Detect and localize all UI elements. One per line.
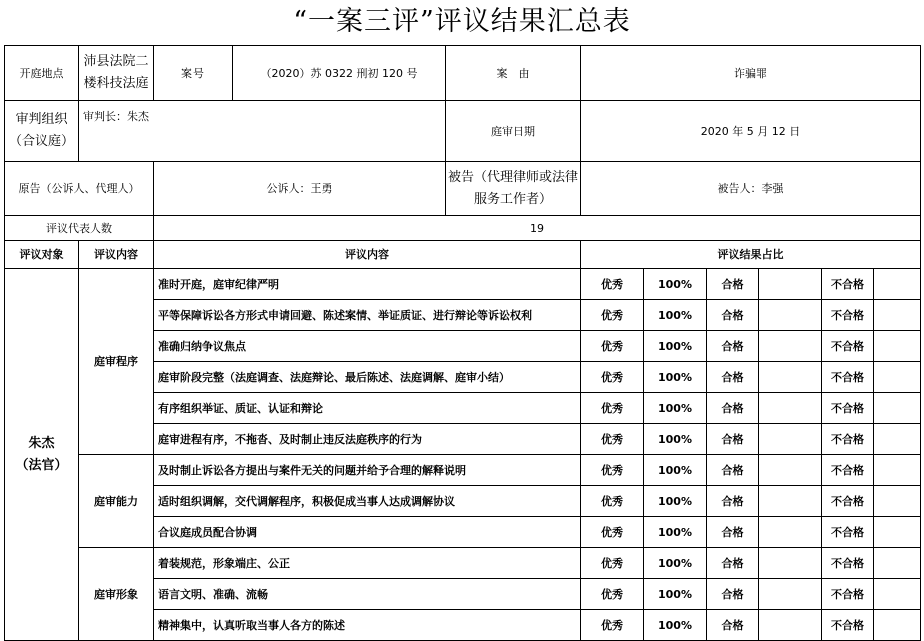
pct-excellent: 100% — [644, 362, 707, 393]
col-result-ratio: 评议结果占比 — [581, 241, 921, 269]
pct-fail — [874, 548, 921, 579]
item-text: 平等保障诉讼各方形式申请回避、陈述案情、举证质证、进行辩论等诉讼权利 — [154, 300, 581, 331]
pct-pass — [759, 269, 822, 300]
pct-excellent: 100% — [644, 486, 707, 517]
panel-label-line2: （合议庭） — [8, 134, 74, 149]
rating-excellent: 优秀 — [581, 517, 644, 548]
col-subject: 评议对象 — [5, 241, 79, 269]
case-no-label: 案号 — [154, 46, 233, 101]
rating-excellent: 优秀 — [581, 486, 644, 517]
hearing-date-value: 2020 年 5 月 12 日 — [581, 101, 921, 162]
pct-excellent: 100% — [644, 424, 707, 455]
venue-label: 开庭地点 — [5, 46, 79, 101]
rating-fail: 不合格 — [822, 269, 874, 300]
case-no-value: （2020）苏 0322 刑初 120 号 — [233, 46, 446, 101]
pct-pass — [759, 610, 822, 641]
rating-excellent: 优秀 — [581, 331, 644, 362]
pct-excellent: 100% — [644, 455, 707, 486]
pct-excellent: 100% — [644, 269, 707, 300]
pct-pass — [759, 331, 822, 362]
rating-excellent: 优秀 — [581, 362, 644, 393]
item-text: 庭审进程有序，不拖沓、及时制止违反法庭秩序的行为 — [154, 424, 581, 455]
col-content-category: 评议内容 — [79, 241, 154, 269]
rating-fail: 不合格 — [822, 548, 874, 579]
defendant-value: 被告人：李强 — [581, 162, 921, 216]
defendant-label — [446, 162, 581, 216]
plaintiff-label: 原告（公诉人、代理人） — [5, 162, 154, 216]
rating-pass: 合格 — [707, 486, 759, 517]
pct-fail — [874, 269, 921, 300]
pct-pass — [759, 486, 822, 517]
pct-fail — [874, 610, 921, 641]
rating-fail: 不合格 — [822, 331, 874, 362]
item-text: 着装规范，形象端庄、公正 — [154, 548, 581, 579]
reviewer-count-label: 评议代表人数 — [5, 216, 154, 241]
rating-fail: 不合格 — [822, 424, 874, 455]
pct-pass — [759, 300, 822, 331]
rating-fail: 不合格 — [822, 362, 874, 393]
pct-fail — [874, 455, 921, 486]
rating-pass: 合格 — [707, 424, 759, 455]
pct-pass — [759, 517, 822, 548]
defendant-label-line1: 被告（代理律师或法律 — [448, 169, 579, 185]
pct-excellent: 100% — [644, 579, 707, 610]
subject-cell — [5, 269, 79, 641]
rating-pass: 合格 — [707, 393, 759, 424]
rating-pass: 合格 — [707, 331, 759, 362]
pct-fail — [874, 424, 921, 455]
rating-pass: 合格 — [707, 517, 759, 548]
rating-fail: 不合格 — [822, 486, 874, 517]
item-text: 适时组织调解，交代调解程序，积极促成当事人达成调解协议 — [154, 486, 581, 517]
rating-pass: 合格 — [707, 548, 759, 579]
pct-fail — [874, 486, 921, 517]
cause-label: 案 由 — [446, 46, 581, 101]
item-text: 庭审阶段完整（法庭调查、法庭辩论、最后陈述、法庭调解、庭审小结） — [154, 362, 581, 393]
rating-fail: 不合格 — [822, 579, 874, 610]
item-text: 合议庭成员配合协调 — [154, 517, 581, 548]
pct-excellent: 100% — [644, 610, 707, 641]
subject-name: 朱杰 — [28, 435, 55, 451]
pct-excellent: 100% — [644, 300, 707, 331]
rating-pass: 合格 — [707, 269, 759, 300]
rating-pass: 合格 — [707, 579, 759, 610]
pct-pass — [759, 424, 822, 455]
venue-value-line1: 沛县法院二 — [83, 54, 149, 69]
panel-label — [5, 101, 79, 162]
pct-fail — [874, 300, 921, 331]
pct-fail — [874, 331, 921, 362]
pct-pass — [759, 548, 822, 579]
pct-excellent: 100% — [644, 331, 707, 362]
cause-value: 诈骗罪 — [581, 46, 921, 101]
header-row-count — [5, 216, 921, 241]
pct-excellent: 100% — [644, 517, 707, 548]
item-text: 准确归纳争议焦点 — [154, 331, 581, 362]
pct-pass — [759, 393, 822, 424]
item-text: 精神集中，认真听取当事人各方的陈述 — [154, 610, 581, 641]
table-row — [5, 548, 921, 579]
venue-value — [79, 46, 154, 101]
column-header-row — [5, 241, 921, 269]
pct-fail — [874, 393, 921, 424]
rating-fail: 不合格 — [822, 300, 874, 331]
category-cell: 庭审能力 — [79, 455, 154, 548]
venue-value-line2: 楼科技法庭 — [83, 76, 149, 91]
rating-excellent: 优秀 — [581, 610, 644, 641]
item-text: 准时开庭，庭审纪律严明 — [154, 269, 581, 300]
rating-fail: 不合格 — [822, 610, 874, 641]
table-row — [5, 269, 921, 300]
panel-value: 审判长：朱杰 — [79, 101, 446, 162]
page-title: “一案三评”评议结果汇总表 — [293, 6, 631, 37]
rating-excellent: 优秀 — [581, 393, 644, 424]
rating-excellent: 优秀 — [581, 300, 644, 331]
pct-excellent: 100% — [644, 548, 707, 579]
rating-pass: 合格 — [707, 610, 759, 641]
header-row-venue — [5, 46, 921, 101]
pct-fail — [874, 579, 921, 610]
defendant-label-line2: 服务工作者） — [473, 191, 552, 207]
plaintiff-value: 公诉人：王勇 — [154, 162, 446, 216]
panel-label-line1: 审判组织 — [15, 112, 68, 127]
subject-role: （法官） — [15, 457, 68, 473]
pct-fail — [874, 517, 921, 548]
pct-pass — [759, 579, 822, 610]
hearing-date-label: 庭审日期 — [446, 101, 581, 162]
item-text: 语言文明、准确、流畅 — [154, 579, 581, 610]
rating-fail: 不合格 — [822, 517, 874, 548]
item-text: 及时制止诉讼各方提出与案件无关的问题并给予合理的解释说明 — [154, 455, 581, 486]
rating-pass: 合格 — [707, 455, 759, 486]
category-cell: 庭审形象 — [79, 548, 154, 641]
pct-pass — [759, 362, 822, 393]
category-cell: 庭审程序 — [79, 269, 154, 455]
rating-excellent: 优秀 — [581, 269, 644, 300]
rating-excellent: 优秀 — [581, 424, 644, 455]
header-row-parties — [5, 162, 921, 216]
reviewer-count-value: 19 — [154, 216, 921, 241]
pct-pass — [759, 455, 822, 486]
header-row-panel — [5, 101, 921, 162]
rating-excellent: 优秀 — [581, 548, 644, 579]
rating-excellent: 优秀 — [581, 579, 644, 610]
table-row — [5, 455, 921, 486]
summary-table — [4, 45, 921, 641]
rating-excellent: 优秀 — [581, 455, 644, 486]
rating-fail: 不合格 — [822, 393, 874, 424]
item-text: 有序组织举证、质证、认证和辩论 — [154, 393, 581, 424]
rating-pass: 合格 — [707, 362, 759, 393]
col-content-detail: 评议内容 — [154, 241, 581, 269]
rating-fail: 不合格 — [822, 455, 874, 486]
rating-pass: 合格 — [707, 300, 759, 331]
pct-excellent: 100% — [644, 393, 707, 424]
pct-fail — [874, 362, 921, 393]
